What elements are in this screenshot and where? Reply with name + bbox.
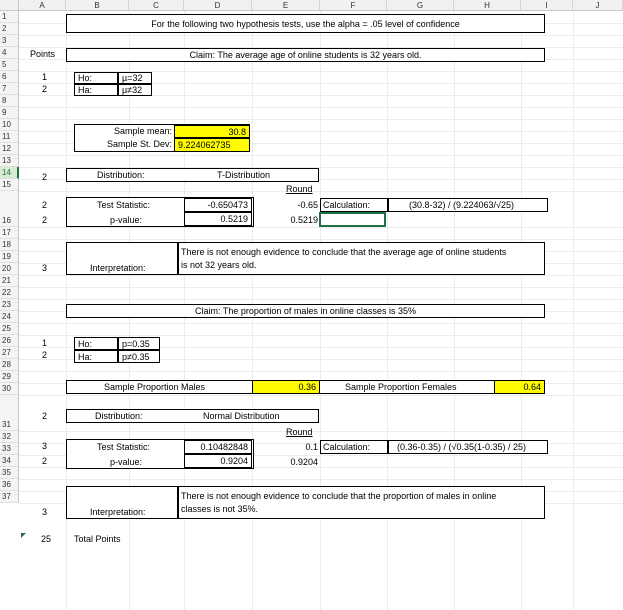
interp-2-line2: classes is not 35%. [181, 504, 259, 514]
interp-2-label-cell[interactable] [66, 486, 178, 519]
stat-2-label: Test Statistic: [97, 442, 151, 452]
row-header[interactable]: 13 [0, 155, 19, 167]
males-value: 0.36 [298, 382, 316, 392]
dist-2-points: 2 [41, 411, 47, 421]
stat-1-points: 2 [41, 200, 47, 210]
round-2-label: Round [286, 427, 313, 437]
ho-2-points: 1 [41, 338, 47, 348]
active-cell-f14[interactable] [319, 212, 386, 227]
females-value-cell[interactable] [494, 380, 545, 394]
stat-2-round: 0.1 [305, 442, 318, 452]
dist-2-label: Distribution: [95, 411, 143, 421]
row-header[interactable]: 28 [0, 359, 19, 371]
row-header[interactable]: 3 [0, 35, 19, 47]
p-1-points: 2 [41, 215, 47, 225]
row-header[interactable]: 32 [0, 431, 19, 443]
p-2-value: 0.9204 [220, 456, 248, 466]
claim-1-text: Claim: The average age of online students is 32 years old. [189, 50, 422, 60]
row-header[interactable]: 31 [0, 395, 19, 431]
dist-1-box [66, 168, 319, 182]
interp-1-line1: There is not enough evidence to conclude that the average age of online students [181, 247, 507, 257]
row-header[interactable]: 34 [0, 455, 19, 467]
points-header: Points [30, 49, 56, 59]
p-2-round: 0.9204 [290, 457, 318, 467]
interp-2-points: 3 [41, 507, 47, 517]
ho-1-label-cell[interactable] [74, 72, 118, 84]
calc-1-label: Calculation: [323, 200, 371, 210]
row-header[interactable]: 15 [0, 179, 19, 191]
mean-value: 30.8 [228, 127, 246, 137]
row-header[interactable]: 24 [0, 311, 19, 323]
ha-1-value: µ≠32 [122, 85, 143, 95]
row-header[interactable]: 18 [0, 239, 19, 251]
row-header[interactable]: 4 [0, 47, 19, 59]
ho-2-label-cell[interactable] [74, 337, 118, 350]
mean-value-cell[interactable] [174, 125, 250, 138]
row-header[interactable]: 20 [0, 263, 19, 275]
row-header[interactable]: 2 [0, 23, 19, 35]
stat-1-round: -0.65 [297, 200, 318, 210]
dist-2-box [66, 409, 319, 423]
stat-1-value: -0.650473 [207, 200, 248, 210]
row-header[interactable]: 6 [0, 71, 19, 83]
row-header[interactable]: 33 [0, 443, 19, 455]
stat-2-value-cell[interactable] [184, 440, 252, 454]
row-header[interactable]: 1 [0, 11, 19, 23]
males-value-cell[interactable] [252, 380, 320, 394]
males-label: Sample Proportion Males [104, 382, 206, 392]
interp-2-value-cell[interactable] [178, 486, 545, 519]
column-header-f[interactable]: F [320, 0, 387, 11]
stat-2-value: 0.10482848 [200, 442, 248, 452]
ho-2-label: Ho: [78, 339, 93, 349]
stat-1-value-cell[interactable] [184, 198, 252, 212]
interp-1-label: Interpretation: [90, 263, 146, 273]
dist-1-label: Distribution: [97, 170, 145, 180]
interp-1-line2: is not 32 years old. [181, 260, 257, 270]
females-value: 0.64 [523, 382, 541, 392]
row-header[interactable]: 30 [0, 383, 19, 395]
stat-2-points: 3 [41, 441, 47, 451]
ha-2-label-cell[interactable] [74, 350, 118, 363]
p-2-label: p-value: [110, 457, 143, 467]
column-header-e[interactable]: E [252, 0, 320, 11]
ho-1-points: 1 [41, 72, 47, 82]
ha-1-value-cell[interactable] [118, 84, 152, 96]
calc-2-label: Calculation: [323, 442, 371, 452]
row-header[interactable]: 23 [0, 299, 19, 311]
ho-2-value: p=0.35 [122, 339, 150, 349]
ho-2-value-cell[interactable] [118, 337, 160, 350]
ha-2-points: 2 [41, 350, 47, 360]
total-points-label: Total Points [74, 534, 121, 544]
calc-2-value-cell[interactable] [388, 440, 548, 454]
females-label: Sample Proportion Females [345, 382, 457, 392]
calc-2-label-cell[interactable] [320, 440, 388, 454]
claim-1-cell[interactable] [66, 48, 545, 62]
row-header[interactable]: 11 [0, 131, 19, 143]
sd-label: Sample St. Dev: [106, 139, 172, 149]
row-header[interactable]: 36 [0, 479, 19, 491]
row-header[interactable]: 26 [0, 335, 19, 347]
row-header[interactable]: 10 [0, 119, 19, 131]
p-1-value: 0.5219 [220, 214, 248, 224]
row-header[interactable]: 12 [0, 143, 19, 155]
row-header[interactable]: 27 [0, 347, 19, 359]
row-header[interactable]: 9 [0, 107, 19, 119]
ha-2-label: Ha: [78, 352, 93, 362]
column-header-c[interactable]: C [129, 0, 184, 11]
ha-2-value-cell[interactable] [118, 350, 160, 363]
calc-1-label-cell[interactable] [320, 198, 388, 212]
mean-label: Sample mean: [113, 126, 172, 136]
column-header-i[interactable]: I [521, 0, 573, 11]
row-header[interactable]: 21 [0, 275, 19, 287]
instruction-cell[interactable] [66, 14, 545, 33]
ho-1-value: µ=32 [122, 73, 143, 83]
column-header-d[interactable]: D [184, 0, 252, 11]
round-1-label: Round [286, 184, 313, 194]
column-header-h[interactable]: H [454, 0, 521, 11]
ho-1-label: Ho: [78, 73, 93, 83]
dist-2-value[interactable]: Normal Distribution [203, 411, 280, 421]
sd-value: 9.224062735 [178, 140, 231, 150]
claim-2-text: Claim: The proportion of males in online classes is 35% [195, 306, 416, 316]
column-header-b[interactable]: B [66, 0, 129, 11]
interp-1-label-cell[interactable] [66, 242, 178, 275]
p-1-value-cell[interactable] [184, 212, 252, 226]
row-header[interactable]: 29 [0, 371, 19, 383]
row-header[interactable]: 19 [0, 251, 19, 263]
p-1-round: 0.5219 [290, 215, 318, 225]
ha-2-value: p≠0.35 [122, 352, 150, 362]
row-header[interactable]: 22 [0, 287, 19, 299]
row-header[interactable]: 8 [0, 95, 19, 107]
interp-2-line1: There is not enough evidence to conclude that the proportion of males in online [181, 491, 497, 501]
dist-1-value[interactable]: T-Distribution [217, 170, 271, 180]
ha-1-label: Ha: [78, 85, 93, 95]
select-all-corner[interactable] [0, 0, 19, 11]
row-header[interactable]: 5 [0, 59, 19, 71]
claim-2-cell[interactable] [66, 304, 545, 318]
calc-1-value: (30.8-32) / (9.224063/√25) [409, 200, 515, 210]
p-2-value-cell[interactable] [184, 454, 252, 468]
row-header[interactable]: 16 [0, 191, 19, 227]
calc-1-value-cell[interactable] [388, 198, 548, 212]
row-header[interactable]: 7 [0, 83, 19, 95]
row-header[interactable]: 17 [0, 227, 19, 239]
p-2-points: 2 [41, 456, 47, 466]
total-points-value: 25 [40, 534, 51, 544]
interp-2-label: Interpretation: [90, 507, 146, 517]
column-header-g[interactable]: G [387, 0, 454, 11]
calc-2-value: (0.36-0.35) / (√0.35(1-0.35) / 25) [397, 442, 527, 452]
row-header[interactable]: 37 [0, 491, 19, 503]
stat-1-label: Test Statistic: [97, 200, 151, 210]
interp-1-points: 3 [41, 263, 47, 273]
column-header-a[interactable]: A [19, 0, 66, 11]
dist-1-points: 2 [41, 172, 47, 182]
sd-value-cell[interactable] [174, 138, 250, 152]
ho-1-value-cell[interactable] [118, 72, 152, 84]
interp-1-value-cell[interactable] [178, 242, 545, 275]
instruction-text: For the following two hypothesis tests, use the alpha = .05 level of confidence [151, 19, 460, 29]
p-1-label: p-value: [110, 215, 143, 225]
row-header[interactable]: 25 [0, 323, 19, 335]
row-header[interactable]: 35 [0, 467, 19, 479]
ha-1-points: 2 [41, 84, 47, 94]
row-header-selected[interactable]: 14 [0, 167, 19, 179]
ha-1-label-cell[interactable] [74, 84, 118, 96]
column-header-j[interactable]: J [573, 0, 623, 11]
